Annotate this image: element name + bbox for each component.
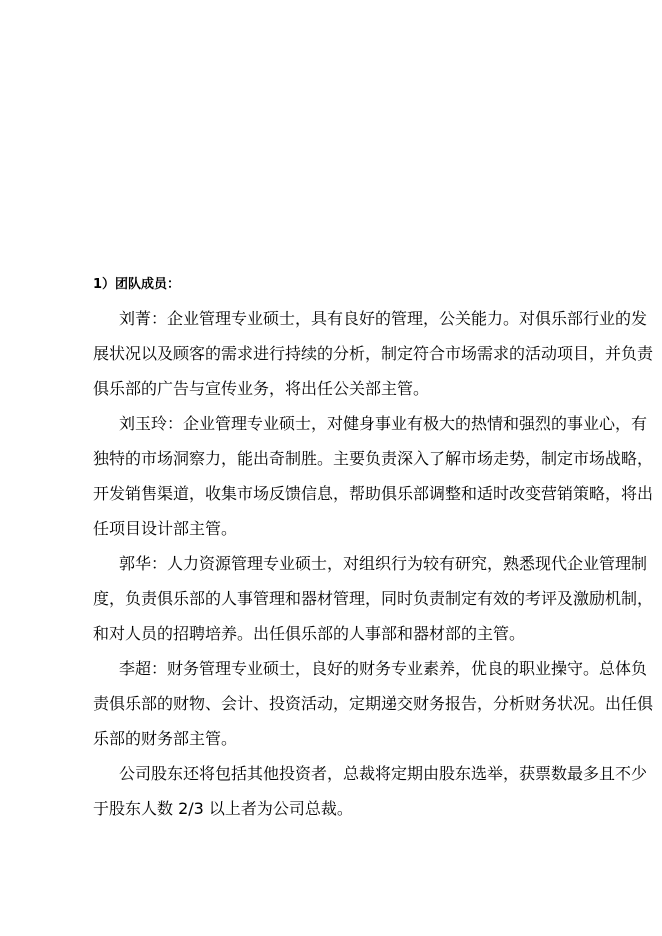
- paragraph-line: 独特的市场洞察力，能出奇制胜。主要负责深入了解市场走势，制定市场战略，: [93, 449, 654, 468]
- paragraph-shareholders: [93, 761, 648, 831]
- paragraph-line: 李超：财务管理专业硕士，良好的财务专业素养，优良的职业操守。总体负: [119, 659, 648, 678]
- paragraph-li-chao: [93, 656, 654, 761]
- section-heading: 1）团队成员：: [93, 277, 181, 292]
- paragraph-liu-yuling: [93, 411, 654, 551]
- paragraph-line: 乐部的财务部主管。: [93, 729, 238, 748]
- paragraph-line: 公司股东还将包括其他投资者，总裁将定期由股东选举，获票数最多且不少: [119, 764, 648, 783]
- paragraph-liu-jing: [93, 306, 654, 411]
- paragraph-line: 责俱乐部的财物、会计、投资活动，定期递交财务报告，分析财务状况。出任俱: [93, 694, 654, 713]
- paragraph-line: 度，负责俱乐部的人事管理和器材管理，同时负责制定有效的考评及激励机制，: [93, 589, 654, 608]
- paragraph-line: 展状况以及顾客的需求进行持续的分析，制定符合市场需求的活动项目，并负责: [93, 344, 654, 363]
- paragraph-line: 和对人员的招聘培养。出任俱乐部的人事部和器材部的主管。: [93, 624, 526, 643]
- document-body: [93, 272, 654, 831]
- paragraph-line: 开发销售渠道，收集市场反馈信息，帮助俱乐部调整和适时改变营销策略，将出: [93, 484, 654, 503]
- paragraph-line: 于股东人数 2/3 以上者为公司总裁。: [93, 799, 353, 818]
- paragraph-line: 郭华：人力资源管理专业硕士，对组织行为较有研究，熟悉现代企业管理制: [119, 554, 648, 573]
- paragraph-line: 刘玉玲：企业管理专业硕士，对健身事业有极大的热情和强烈的事业心，有: [119, 414, 648, 433]
- paragraph-line: 刘菁：企业管理专业硕士，具有良好的管理，公关能力。对俱乐部行业的发: [119, 309, 648, 328]
- paragraph-line: 俱乐部的广告与宣传业务，将出任公关部主管。: [93, 379, 430, 398]
- paragraph-line: 任项目设计部主管。: [93, 519, 238, 538]
- paragraph-guo-hua: [93, 551, 654, 656]
